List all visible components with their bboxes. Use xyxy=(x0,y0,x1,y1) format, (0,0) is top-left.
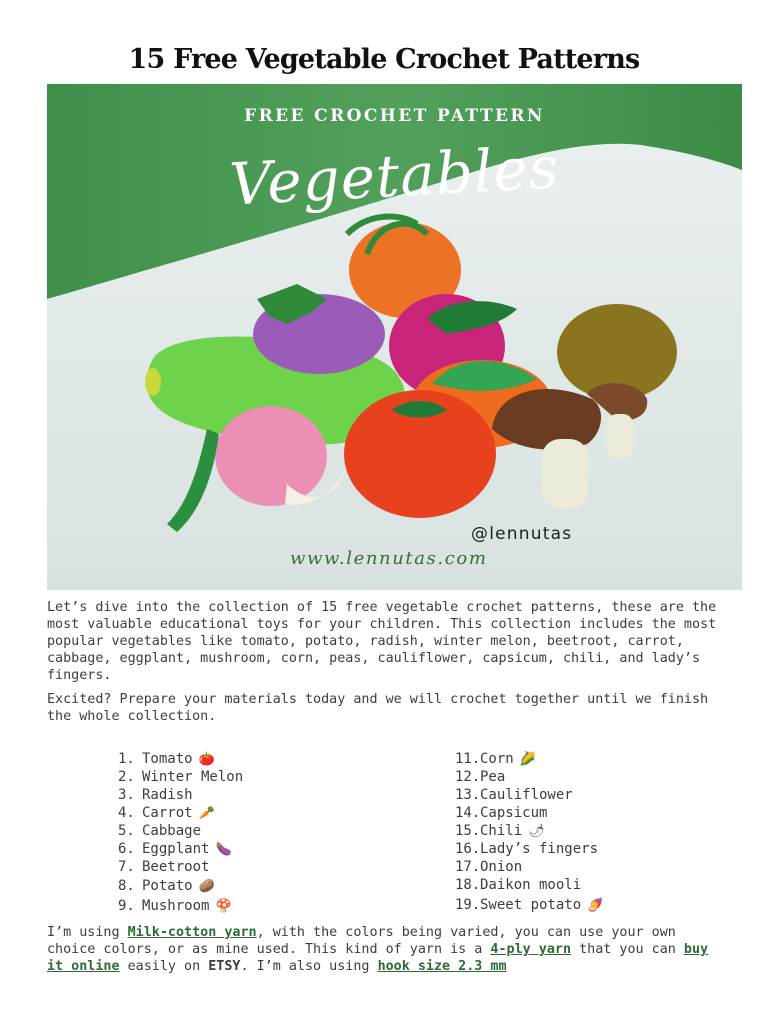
sweet-potato-icon: 🍠 xyxy=(587,898,604,913)
list-item: 17.Onion xyxy=(455,859,523,875)
buy-it-online-link[interactable]: buy it online xyxy=(47,942,709,974)
list-item: 4. Carrot 🥕 xyxy=(118,805,215,821)
list-item: 14.Capsicum xyxy=(455,805,548,821)
corn-icon: 🌽 xyxy=(519,752,536,767)
hero-handle: @lennutas xyxy=(471,524,573,544)
list-item: 18.Daikon mooli xyxy=(455,877,582,893)
list-item: 2. Winter Melon xyxy=(118,769,244,785)
hero-script-title: Vegetables xyxy=(227,133,562,219)
excited-paragraph: Excited? Prepare your materials today and we will crochet together until we finish the whole collection. xyxy=(47,692,709,724)
list-item: 7. Beetroot xyxy=(118,859,210,875)
tomato-icon: 🍅 xyxy=(198,752,215,767)
four-ply-yarn-link[interactable]: 4-ply yarn xyxy=(490,942,572,957)
list-item: 3. Radish xyxy=(118,787,193,803)
list-item: 16.Lady’s fingers xyxy=(455,841,599,857)
chili-icon: 🌶 xyxy=(528,824,545,839)
potato-icon: 🥔 xyxy=(198,879,215,894)
list-item: 6. Eggplant 🍆 xyxy=(118,841,232,857)
vegetable-list-left xyxy=(118,750,243,916)
yarn-paragraph: I’m using Milk-cotton yarn, with the colors being varied, you can use your own choice colors, or as mine used. This kind of yarn is a 4-ply yarn that you can buy it online easily on ETSY. I’m also using hook size 2.3 mm xyxy=(47,925,709,974)
list-item: 19.Sweet potato 🍠 xyxy=(455,894,603,916)
list-item: 5. Cabbage xyxy=(118,823,202,839)
list-item: 1. Tomato 🍅 xyxy=(118,751,215,767)
list-item: 15.Chili 🌶 xyxy=(455,823,545,839)
list-item: 12.Pea xyxy=(455,769,506,785)
mushroom-icon: 🍄 xyxy=(215,899,232,914)
intro-paragraph: Let’s dive into the collection of 15 free vegetable crochet patterns, these are the most valuable educational toys for your children. This collection includes the most popular vegetables like tomato, potato, radish, winter melon, beetroot, carrot, cabbage, eggplant, mushroom, corn, peas, cauliflower, capsicum, chili, and lady’s fingers. xyxy=(47,600,717,683)
carrot-icon: 🥕 xyxy=(198,806,215,821)
eggplant-icon: 🍆 xyxy=(215,842,232,857)
milk-cotton-yarn-link[interactable]: Milk-cotton yarn xyxy=(127,925,257,940)
page-title: 15 Free Vegetable Crochet Patterns xyxy=(128,44,640,75)
tomato-shape xyxy=(344,390,496,518)
list-item: 8. Potato 🥔 xyxy=(118,876,243,896)
hero-image xyxy=(47,84,742,590)
hero-kicker: FREE CROCHET PATTERN xyxy=(244,106,545,126)
vegetable-list-right xyxy=(455,750,603,916)
list-item: 13.Cauliflower xyxy=(455,787,573,803)
list-item: 9. Mushroom 🍄 xyxy=(118,896,243,916)
etsy-label: ETSY xyxy=(208,959,241,974)
hero-url: www.lennutas.com xyxy=(290,548,488,569)
hook-size-link[interactable]: hook size 2.3 mm xyxy=(377,959,507,974)
list-item: 11.Corn 🌽 xyxy=(455,751,536,767)
